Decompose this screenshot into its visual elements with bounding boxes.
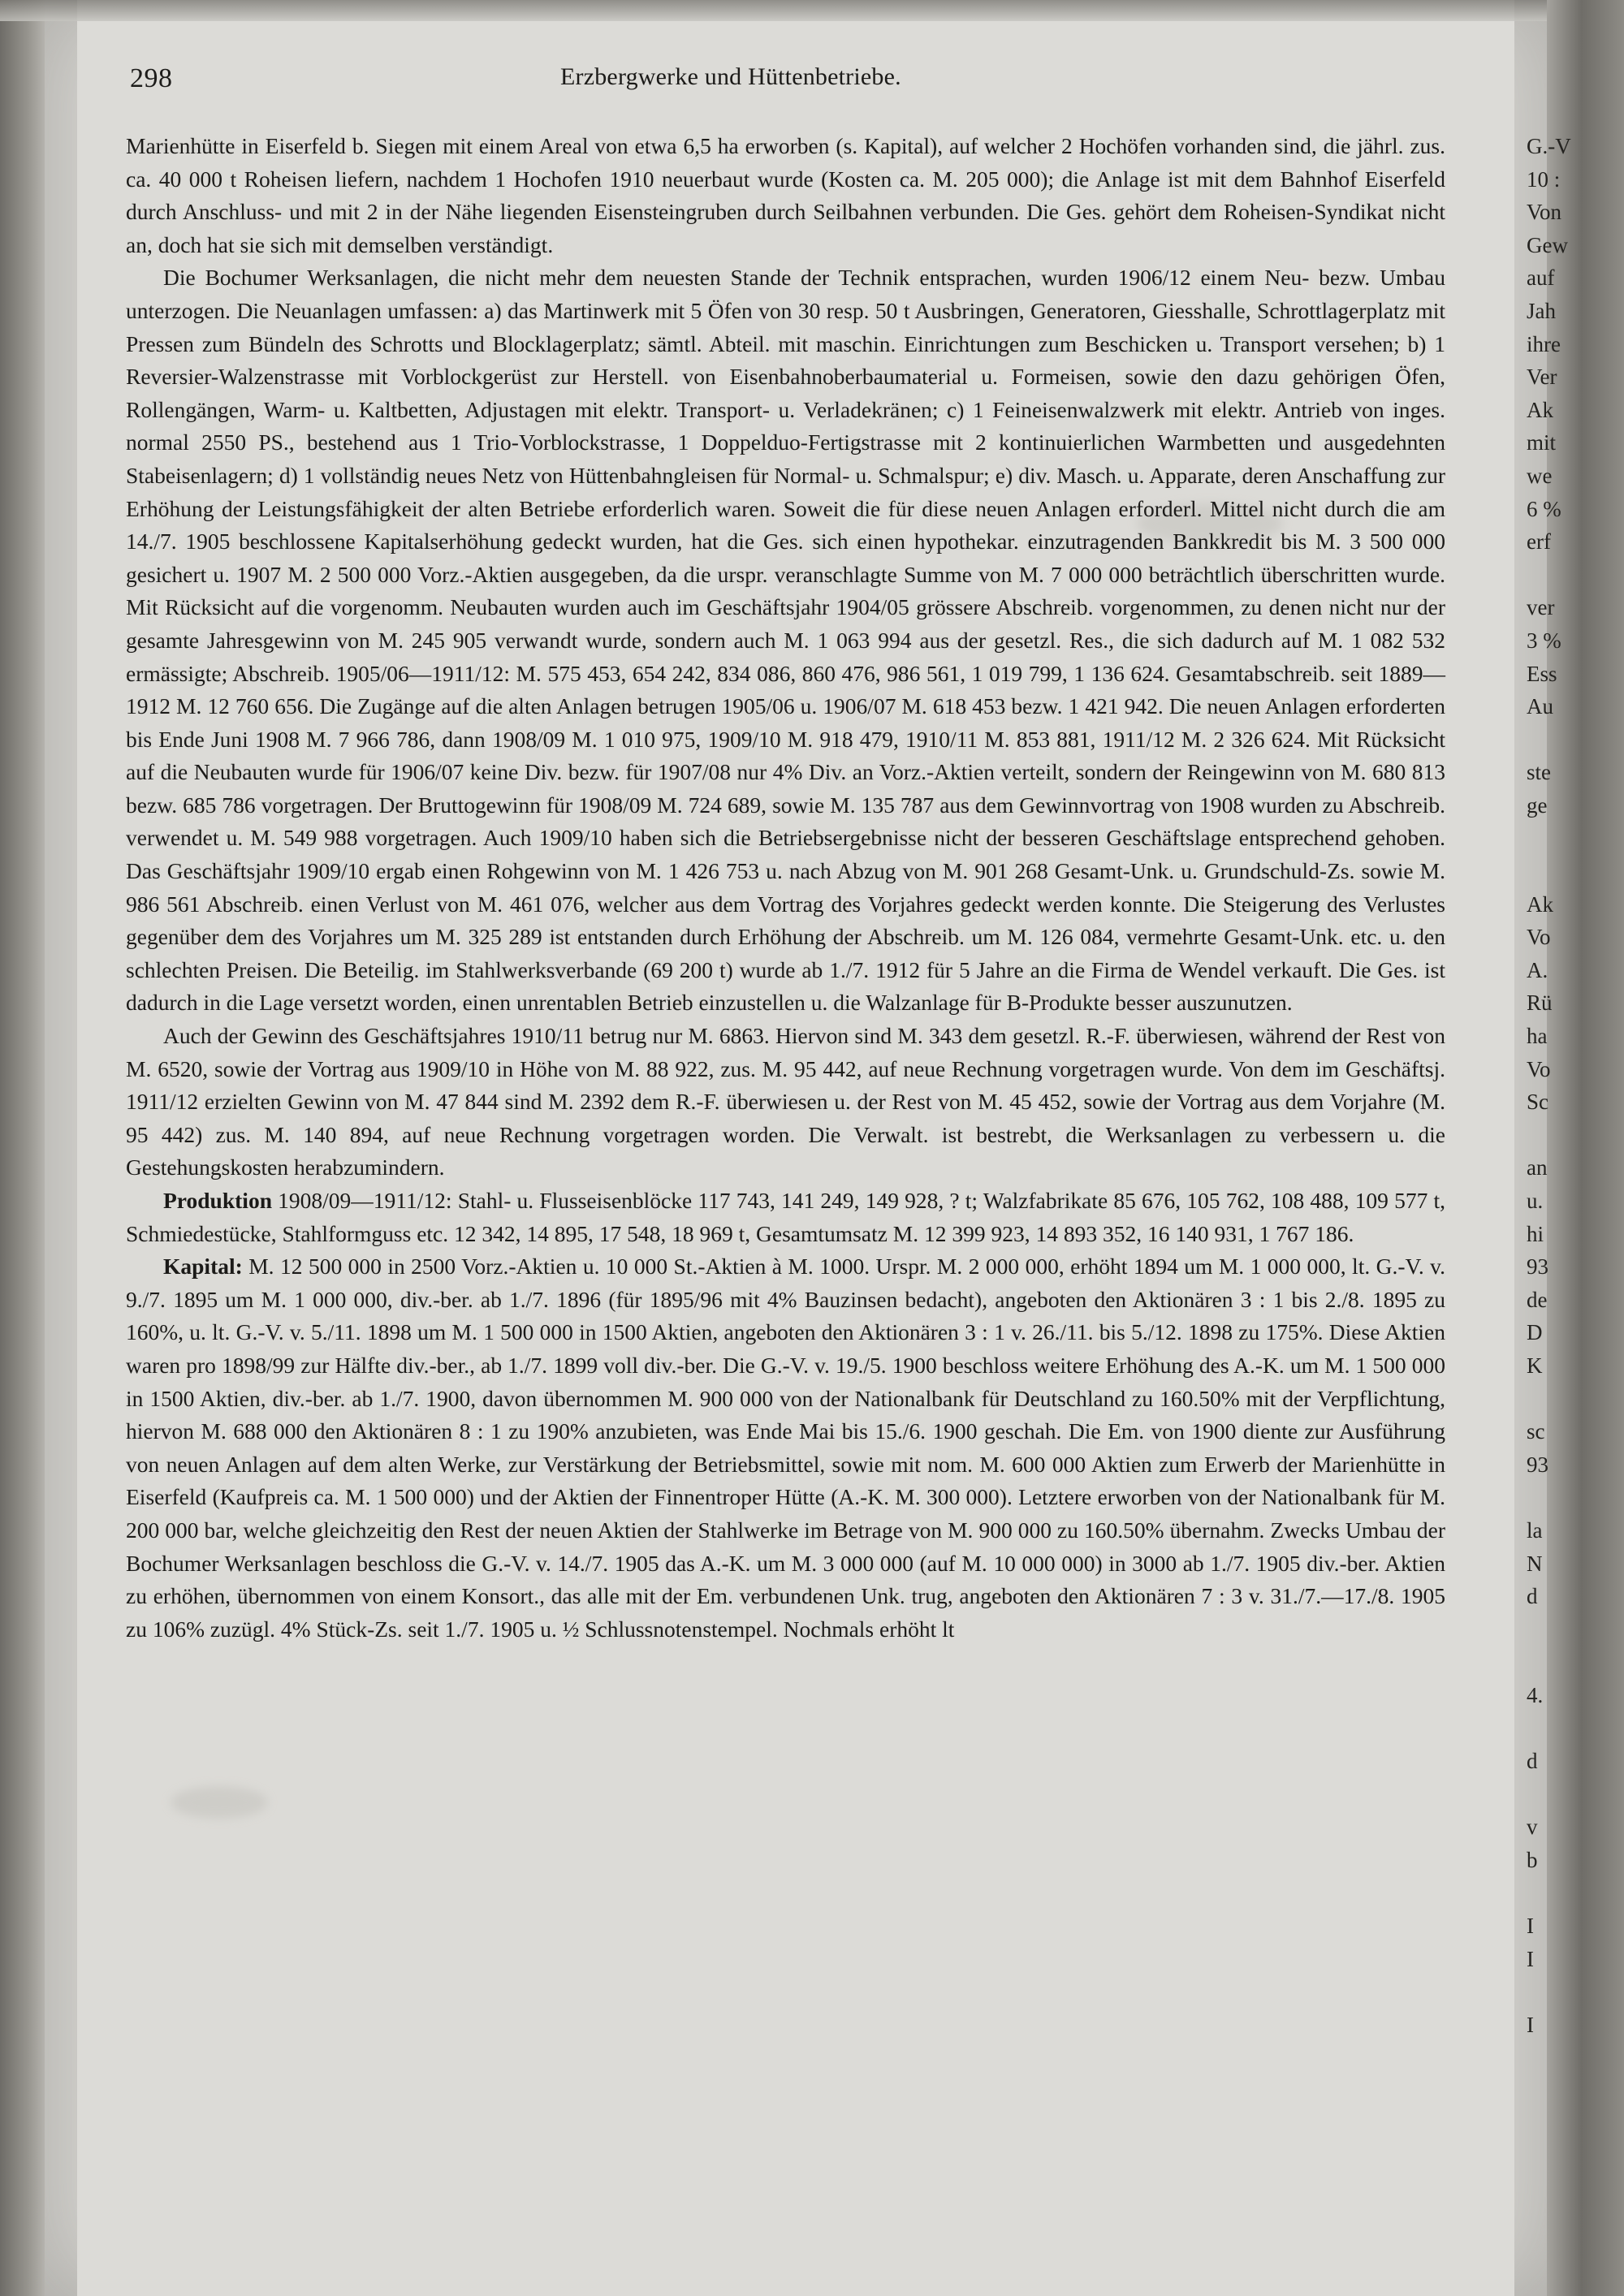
- adjacent-line: ha: [1527, 1024, 1548, 1049]
- adjacent-line: [1527, 1975, 1612, 2009]
- page-number: 298: [130, 63, 173, 93]
- produktion-label: Produktion: [163, 1188, 272, 1213]
- adjacent-line: 10 :: [1527, 166, 1561, 192]
- adjacent-line: A.: [1527, 957, 1548, 982]
- adjacent-line: [1527, 723, 1612, 757]
- adjacent-line: de: [1527, 1287, 1548, 1312]
- paragraph-marienhuette: Marienhütte in Eiserfeld b. Siegen mit einem Areal von etwa 6,5 ha erworben (s. Kapital), auf welcher 2 Hochöfen vorhanden sind, die jährl. zus. ca. 40 000 t Roheisen liefern, nachdem 1 Hochofen 1910 neuerbaut wurde (Kosten ca. M. 205 000); die Anlage ist mit dem Bahnhof Eiserfeld durch Anschluss- und mit 2 in der Nähe liegenden Eisensteingruben durch Seilbahnen verbunden. Die Ges. gehört dem Roheisen-Syndikat nicht an, doch hat sie sich mit demselben verständigt.: [126, 133, 1445, 257]
- scan-blotch: [171, 1786, 268, 1819]
- adjacent-line: v: [1527, 1815, 1538, 1840]
- running-head: Erzbergwerke und Hüttenbetriebe.: [560, 63, 901, 90]
- adjacent-line: we: [1527, 463, 1553, 488]
- adjacent-line: Ak: [1527, 891, 1553, 917]
- adjacent-line: N: [1527, 1551, 1543, 1576]
- adjacent-line: [1527, 855, 1612, 888]
- adjacent-line: 6 %: [1527, 496, 1561, 521]
- adjacent-column-fragment: [1527, 130, 1612, 2041]
- adjacent-line: I: [1527, 1914, 1534, 1939]
- adjacent-line: u.: [1527, 1189, 1544, 1213]
- adjacent-line: ge: [1527, 792, 1548, 818]
- adjacent-line: G.-V: [1527, 134, 1571, 158]
- adjacent-line: an: [1527, 1155, 1548, 1180]
- paragraph-kapital: [126, 1250, 1445, 1646]
- adjacent-line: Jah: [1527, 298, 1556, 323]
- adjacent-line: [1527, 822, 1612, 855]
- adjacent-line: erf: [1527, 529, 1551, 555]
- adjacent-line: [1527, 1646, 1612, 1679]
- adjacent-line: Rü: [1527, 990, 1553, 1016]
- adjacent-line: [1527, 1876, 1612, 1910]
- adjacent-line: 93: [1527, 1254, 1548, 1280]
- text-column: [126, 130, 1445, 1646]
- adjacent-line: d: [1527, 1584, 1538, 1609]
- adjacent-line: mit: [1527, 430, 1557, 455]
- adjacent-line: Ak: [1527, 397, 1553, 422]
- kapital-label: Kapital:: [163, 1254, 243, 1280]
- adjacent-line: Gew: [1527, 232, 1568, 257]
- paragraph-produktion: [126, 1185, 1445, 1250]
- adjacent-line: Von: [1527, 200, 1562, 225]
- adjacent-line: sc: [1527, 1419, 1545, 1444]
- left-page-edge: [0, 0, 47, 2296]
- adjacent-line: [1527, 559, 1612, 592]
- adjacent-line: [1527, 1778, 1612, 1811]
- adjacent-line: 4.: [1527, 1682, 1544, 1707]
- adjacent-line: I: [1527, 1946, 1534, 1971]
- adjacent-line: Sc: [1527, 1090, 1548, 1115]
- adjacent-line: ste: [1527, 760, 1551, 785]
- adjacent-line: Ver: [1527, 365, 1557, 390]
- adjacent-line: hi: [1527, 1221, 1544, 1246]
- adjacent-line: [1527, 1613, 1612, 1646]
- adjacent-line: I: [1527, 2012, 1534, 2037]
- adjacent-line: Ess: [1527, 661, 1557, 686]
- adjacent-line: [1527, 1383, 1612, 1416]
- adjacent-line: K: [1527, 1353, 1543, 1378]
- paragraph-gewinn: Auch der Gewinn des Geschäftsjahres 1910/11 betrug nur M. 6863. Hiervon sind M. 343 dem gesetzl. R.-F. überwiesen, während der Rest von M. 6520, sowie der Vortrag aus 1909/10 in Höhe von M. 88 922, zus. M. 95 442, auf neue Rechnung vorgetragen wurde. Von dem im Geschäftsj. 1911/12 erzielten Gewinn von M. 47 844 sind M. 2392 dem R.-F. überwiesen u. der Rest von M. 45 452, sowie der Vortrag aus dem Vorjahre (M. 95 442) zus. M. 140 894, auf neue Rechnung vorgetragen worden. Die Verwalt. ist bestrebt, die Werksanlagen zu verbessern u. die Gestehungskosten herabzumindern.: [126, 1023, 1445, 1180]
- scan-top-edge: [0, 0, 1624, 21]
- adjacent-line: [1527, 1712, 1612, 1746]
- adjacent-line: auf: [1527, 265, 1555, 291]
- adjacent-line: d: [1527, 1749, 1538, 1774]
- produktion-text: 1908/09—1911/12: Stahl- u. Flusseisenblöcke 117 743, 141 249, 149 928, ? t; Walzfabrikate 85 676, 105 762, 108 488, 109 577 t, Schmiedestücke, Stahlformguss etc. 12 342, 14 895, 17 548, 18 969 t, Gesamtumsatz M. 12 399 923, 14 893 352, 16 140 931, 1 767 186.: [126, 1188, 1445, 1246]
- adjacent-line: D: [1527, 1320, 1543, 1345]
- adjacent-line: 3 %: [1527, 628, 1561, 653]
- adjacent-line: [1527, 1119, 1612, 1152]
- adjacent-line: Vo: [1527, 925, 1551, 950]
- kapital-text: M. 12 500 000 in 2500 Vorz.-Aktien u. 10 000 St.-Aktien à M. 1000. Urspr. M. 2 000 000, erhöht 1894 um M. 1 000 000, lt. G.-V. v. 9./7. 1895 um M. 1 000 000, div.-ber. ab 1./7. 1896 (für 1895/96 mit 4% Bauzinsen bedacht), angeboten den Aktionären 3 : 1 bis 2./8. 1895 zu 160%, u. lt. G.-V. v. 5./11. 1898 um M. 1 500 000 in 1500 Aktien, angeboten den Aktionären 3 : 1 v. 26./11. bis 5./12. 1898 zu 175%. Diese Aktien waren pro 1898/99 zur Hälfte div.-ber., ab 1./7. 1899 voll div.-ber. Die G.-V. v. 19./5. 1900 beschloss weitere Erhöhung des A.-K. um M. 1 500 000 in 1500 Aktien, div.-ber. ab 1./7. 1900, davon übernommen M. 900 000 von der Nationalbank für Deutschland zu 160.50% mit der Verpflichtung, hiervon M. 688 000 den Aktionären 8 : 1 zu 190% anzubieten, was Ende Mai bis 15./6. 1900 geschah. Die Em. von 1900 diente zur Ausführung von neuen Anlagen auf dem alten Werke, zur Verstärkung der Betriebsmittel, sowie mit nom. M. 600 000 Aktien zum Erwerb der Marienhütte in Eiserfeld (Kaufpreis ca. M. 1 500 000) und der Aktien der Finnentroper Hütte (A.-K. M. 300 000). Letztere erworben von der Nationalbank für M. 200 000 bar, welche gleichzeitig den Rest der neuen Aktien der Stahlwerke im Betrage von M. 900 000 zu 160.50% übernahm. Zwecks Umbau der Bochumer Werksanlagen beschloss die G.-V. v. 14./7. 1905 das A.-K. um M. 3 000 000 (auf M. 10 000 000) in 3000 ab 1./7. 1905 div.-ber. Aktien zu erhöhen, übernommen von einem Konsort., das alle mit der Em. verbundenen Unk. trug, angeboten den Aktionären 7 : 3 v. 31./7.—17./8. 1905 zu 106% zuzügl. 4% Stück-Zs. seit 1./7. 1905 u. ½ Schlussnotenstempel. Nochmals erhöht lt: [126, 1254, 1446, 1642]
- adjacent-line: ihre: [1527, 331, 1561, 356]
- adjacent-line: 93: [1527, 1452, 1548, 1477]
- adjacent-line: b: [1527, 1847, 1538, 1872]
- paragraph-bochumer-werksanlagen: Die Bochumer Werksanlagen, die nicht mehr dem neuesten Stande der Technik entsprachen, wurden 1906/12 einem Neu- bezw. Umbau unterzogen. Die Neuanlagen umfassen: a) das Martinwerk mit 5 Öfen von 30 resp. 50 t Ausbringen, Generatoren, Giesshalle, Schrottlagerplatz mit Pressen zum Bündeln des Schrotts und Blocklagerplatz; sämtl. Abteil. mit maschin. Einrichtungen zum Beschicken u. Transport versehen; b) 1 Reversier-Walzenstrasse mit Vorblockgerüst zur Herstell. von Eisenbahnoberbaumaterial u. Formeisen, sowie den dazu gehörigen Öfen, Rollengängen, Warm- u. Kaltbetten, Adjustagen mit elektr. Transport- u. Verladekränen; c) 1 Feineisenwalzwerk mit elektr. Antrieb von inges. normal 2550 PS., bestehend aus 1 Trio-Vorblockstrasse, 1 Doppelduo-Fertigstrasse mit 2 kontinuierlichen Warmbetten und ausgedehnten Stabeisenlagern; d) 1 vollständig neues Netz von Hüttenbahngleisen für Normal- u. Schmalspur; e) div. Masch. u. Apparate, deren Anschaffung zur Erhöhung der Leistungsfähigkeit der alten Betriebe erforderlich waren. Soweit die für diese neuen Anlagen erforderl. Mittel nicht durch die am 14./7. 1905 beschlossene Kapitalserhöhung gedeckt wurden, hat die Ges. sich einen hypothekar. einzutragenden Bankkredit bis M. 3 500 000 gesichert u. 1907 M. 2 500 000 Vorz.-Aktien ausgegeben, da die urspr. veranschlagte Summe von M. 7 000 000 beträchtlich überschritten wurde. Mit Rücksicht auf die vorgenomm. Neubauten wurden auch im Geschäftsjahr 1904/05 grössere Abschreib. vorgenommen, zu denen nicht nur der gesamte Jahresgewinn von M. 245 905 verwandt wurde, sondern auch M. 1 063 994 aus der gesetzl. Res., die sich dadurch auf M. 1 082 532 ermässigte; Abschreib. 1905/06—1911/12: M. 575 453, 654 242, 834 086, 860 476, 986 561, 1 019 799, 1 136 624. Gesamtabschreib. seit 1889—1912 M. 12 760 656. Die Zugänge auf die alten Anlagen betrugen 1905/06 u. 1906/07 M. 618 453 bezw. 1 421 942. Die neuen Anlagen erforderten bis Ende Juni 1908 M. 7 966 786, dann 1908/09 M. 1 010 975, 1909/10 M. 918 479, 1910/11 M. 853 881, 1911/12 M. 2 326 624. Mit Rücksicht auf die Neubauten wurde für 1906/07 keine Div. bezw. für 1907/08 nur 4% Div. an Vorz.-Aktien verteilt, sondern der Reingewinn von M. 680 813 bezw. 685 786 vorgetragen. Der Bruttogewinn für 1908/09 M. 724 689, sowie M. 135 787 aus dem Gewinnvortrag von 1908 wurden zu Abschreib. verwendet u. M. 549 988 vorgetragen. Auch 1909/10 haben sich die Betriebsergebnisse nicht der besseren Geschäftslage entsprechend gehoben. Das Geschäftsjahr 1909/10 ergab einen Rohgewinn von M. 1 426 753 u. nach Abzug von M. 901 268 Gesamt-Unk. u. Grundschuld-Zs. sowie M. 986 561 Abschreib. einen Verlust von M. 461 076, welcher aus dem Vortrag des Vorjahres gedeckt werden konnte. Die Steigerung des Verlustes gegenüber dem des Vorjahres um M. 325 289 ist entstanden durch Erhöhung der Abschreib. um M. 126 084, vermehrte Gesamt-Unk. etc. u. den schlechten Preisen. Die Beteilig. im Stahlwerksverbande (69 200 t) wurde ab 1./7. 1912 für 5 Jahre an die Firma de Wendel verkauft. Die Ges. ist dadurch in die Lage versetzt worden, einen unrentablen Betrieb einzustellen u. die Walzanlage für B-Produkte besser auszunutzen.: [126, 265, 1445, 1016]
- adjacent-line: Au: [1527, 694, 1553, 719]
- adjacent-line: ver: [1527, 595, 1555, 620]
- adjacent-line: [1527, 1481, 1612, 1514]
- adjacent-line: la: [1527, 1517, 1543, 1543]
- adjacent-line: Vo: [1527, 1056, 1551, 1081]
